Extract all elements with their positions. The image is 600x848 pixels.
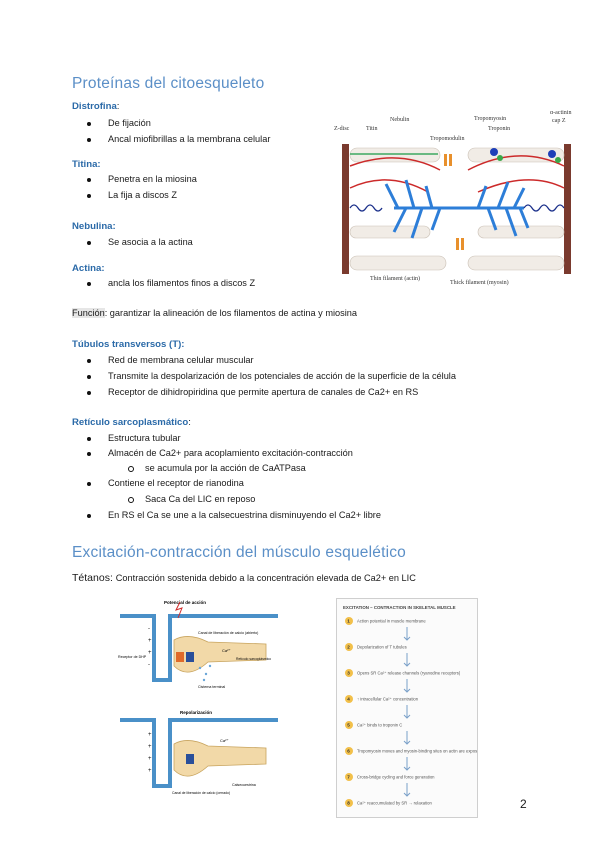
- function-label: Función: [72, 308, 105, 318]
- bullet-text: Se asocia a la actina: [108, 237, 193, 247]
- bullet-text: De fijación: [108, 118, 151, 128]
- tetanos-text: Contracción sostenida debido a la concentración elevada de Ca2+ en LIC: [115, 573, 416, 583]
- ec-step-text: ↑ intracellular Ca²⁺ concentration: [357, 696, 419, 702]
- ec-step-text: Opens SR Ca²⁺ release channels (ryanodine receptors): [357, 670, 461, 676]
- bullet-text: Ancal miofibrillas a la membrana celular: [108, 134, 271, 144]
- bullet-text: La fija a discos Z: [108, 190, 177, 200]
- sub-list-item: [145, 462, 306, 475]
- function-text: : garantizar la alineación de los filamentos de actina y miosina: [104, 308, 357, 318]
- label-release-channel-closed: Canal de liberación de calcio (cerrado): [172, 791, 231, 795]
- subheading-reticulo: [72, 417, 191, 428]
- label-thick-filament: Thick filament (myosin): [450, 280, 509, 286]
- label-release-channel-open: Canal de liberación de calcio (abierto): [198, 631, 259, 635]
- label-sr: Retículo sarcoplásmico: [236, 657, 272, 661]
- bullet-text: Estructura tubular: [108, 433, 181, 443]
- ec-step-text: Depolarization of T tubules: [357, 644, 407, 650]
- list-item: [108, 354, 254, 367]
- svg-text:-: -: [148, 662, 150, 668]
- ec-step-number: 2: [347, 644, 350, 650]
- bullet-text: ancla los filamentos finos a discos Z: [108, 278, 256, 288]
- bullet-text: Red de membrana celular muscular: [108, 355, 254, 365]
- troponin-dot: [548, 150, 556, 158]
- ec-flowchart: [336, 598, 478, 818]
- calcium-dots: [199, 665, 211, 681]
- list-item: [108, 447, 353, 460]
- svg-text:+: +: [148, 732, 152, 738]
- subheading-tubulos: Túbulos transversos (T):: [72, 339, 185, 350]
- z-disc-right: [564, 144, 571, 274]
- bullet-text: se acumula por la acción de CaATPasa: [145, 463, 306, 473]
- ec-step-number: 7: [347, 774, 350, 780]
- list-item: [108, 133, 270, 146]
- ec-flowchart-svg: [337, 599, 477, 817]
- bullet-text: Almacén de Ca2+ para acoplamiento excitación-contracción: [108, 448, 353, 458]
- label-thin-filament: Thin filament (actin): [370, 276, 420, 282]
- ryr-top: [186, 652, 194, 662]
- ec-step-text: Cross-bridge cycling and force generation: [357, 774, 435, 780]
- section-title-excitation: Excitación-contracción del músculo esquelético: [72, 544, 407, 561]
- list-item: [108, 189, 177, 202]
- ec-step-text: Action potential in muscle membrane: [357, 618, 426, 624]
- ec-step-number: 3: [347, 670, 350, 676]
- ec-step-number: 5: [347, 722, 350, 728]
- svg-text:-: -: [148, 626, 150, 632]
- troponin-c-dot: [497, 155, 503, 161]
- bullet-text: Contiene el receptor de rianodina: [108, 478, 244, 488]
- subheading-nebulina: Nebulina:: [72, 221, 116, 232]
- tropomodulin-caps: [444, 154, 464, 250]
- ec-step-text: Ca²⁺ reaccumulated by SR → relaxation: [357, 800, 432, 806]
- tetanos-line: [72, 572, 416, 584]
- label-dhp-receptor: Receptor de DHP: [118, 655, 147, 659]
- ec-step-arrow: [404, 731, 410, 744]
- label-repolarization: Repolarización: [180, 710, 213, 715]
- page-number: 2: [520, 797, 527, 811]
- label-nebulin: Nebulin: [390, 117, 410, 123]
- distrofina-colon: :: [116, 101, 120, 112]
- label-alpha-actinin: α-actinin: [550, 110, 572, 116]
- ryr-bottom: [186, 754, 194, 764]
- ec-step-number: 4: [347, 696, 350, 702]
- label-z-disc: Z-disc: [334, 126, 350, 132]
- label-titin: Titin: [366, 126, 378, 132]
- ec-step-number: 6: [347, 748, 350, 754]
- list-item: [108, 117, 151, 130]
- list-item: [108, 432, 181, 445]
- subheading-actina: Actina:: [72, 263, 105, 274]
- list-item: [108, 277, 255, 290]
- ec-step-text: Ca²⁺ binds to troponin C: [357, 722, 403, 728]
- bullet-text: En RS el Ca se une a la calsecuestrina disminuyendo el Ca2+ libre: [108, 510, 381, 520]
- label-cap-z: cap Z: [552, 118, 566, 124]
- list-item: [108, 509, 381, 522]
- list-item: [108, 173, 197, 186]
- ec-step-text: Tropomyosin moves and myosin-binding sites on actin are exposed: [357, 748, 477, 754]
- bullet-text: Transmite la despolarización de los potenciales de acción de la superficie de la célula: [108, 371, 456, 381]
- list-item: [108, 386, 418, 399]
- svg-text:+: +: [148, 768, 152, 774]
- label-terminal-cistern: Cisterna terminal: [198, 685, 226, 689]
- svg-text:+: +: [148, 744, 152, 750]
- function-line: [72, 307, 357, 320]
- ec-step-arrow: [404, 653, 410, 666]
- section-title-cytoskeleton: Proteínas del citoesqueleto: [72, 75, 265, 92]
- label-calsequestrin: Calsecuestrina: [232, 783, 256, 787]
- bullet-text: Penetra en la miosina: [108, 174, 197, 184]
- ec-step-arrow: [404, 757, 410, 770]
- svg-text:+: +: [148, 650, 152, 656]
- dhp-receptor-top: [176, 652, 184, 662]
- distrofina-label: Distrofina: [72, 101, 117, 112]
- bullet-text: Receptor de dihidropiridina que permite apertura de canales de Ca2+ en RS: [108, 387, 419, 397]
- charge-signs: [148, 626, 152, 774]
- t-tubule-figure: [118, 596, 280, 806]
- ec-title: EXCITATION – CONTRACTION IN SKELETAL MUSCLE: [343, 605, 456, 610]
- ec-step-arrow: [404, 705, 410, 718]
- sarcomere-figure: [328, 108, 578, 288]
- troponin-c-dot: [555, 157, 561, 163]
- troponin-dot: [490, 148, 498, 156]
- ec-steps: [345, 617, 477, 807]
- list-item: [108, 477, 244, 490]
- label-action-potential: Potencial de acción: [164, 600, 207, 605]
- label-ca-top: Ca²⁺: [222, 648, 231, 653]
- sub-list-item: [145, 493, 255, 506]
- ec-step-number: 1: [347, 618, 350, 624]
- ec-step-arrow: [404, 627, 410, 640]
- list-item: [108, 236, 193, 249]
- ec-step-arrow: [404, 679, 410, 692]
- svg-text:+: +: [148, 756, 152, 762]
- svg-text:+: +: [148, 638, 152, 644]
- label-tropomodulin: Tropomodulin: [430, 136, 465, 142]
- ec-step-arrow: [404, 783, 410, 796]
- subheading-titina: Titina:: [72, 159, 101, 170]
- label-ca-bottom: Ca²⁺: [220, 738, 229, 743]
- reticulo-colon: :: [188, 417, 191, 428]
- ec-step-number: 8: [347, 800, 350, 806]
- z-disc-left: [342, 144, 349, 274]
- label-tropomyosin: Tropomyosin: [474, 116, 507, 122]
- reticulo-label: Retículo sarcoplasmático: [72, 417, 189, 428]
- subheading-distrofina: [72, 101, 119, 112]
- label-troponin: Troponin: [488, 126, 511, 132]
- list-item: [108, 370, 456, 383]
- bullet-text: Saca Ca del LIC en reposo: [145, 494, 256, 504]
- tetanos-label: Tétanos:: [72, 572, 113, 584]
